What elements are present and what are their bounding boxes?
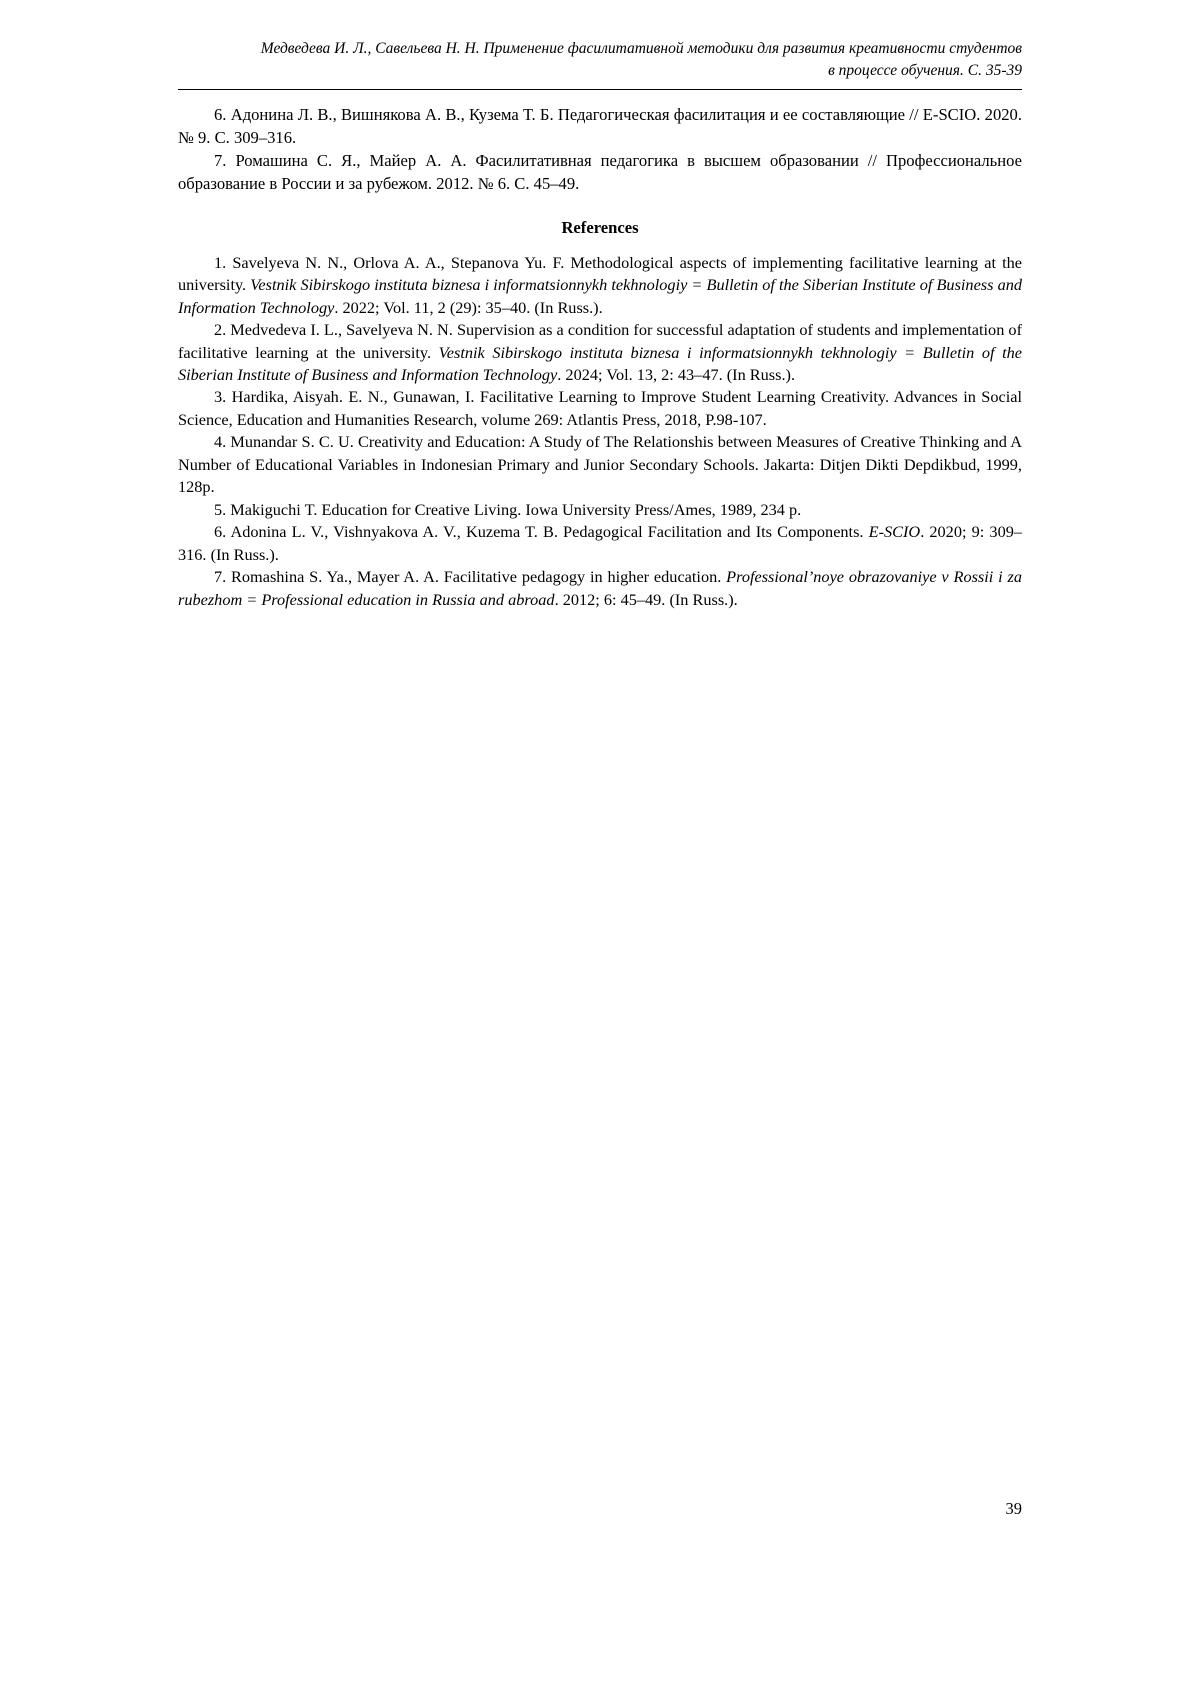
list-item: 2. Medvedeva I. L., Savelyeva N. N. Supervision as a condition for successful adaptation of students and implementation of facilitative learning at the university. Vestnik Sibirskogo instituta biznesa i informatsionnykh tekhnologiy = Bulletin of the Siberian Institute of Business and Information Technology. 2024; Vol. 13, 2: 43–47. (In Russ.). bbox=[178, 320, 1023, 384]
list-item: 4. Munandar S. C. U. Creativity and Education: A Study of The Relationshis between Measures of Creative Thinking and A Number of Educational Variables in Indonesian Primary and Junior Secondary Schools. Jakarta: Ditjen Dikti Depdikbud, 1999, 128p. bbox=[178, 432, 1022, 497]
section-title-references: References bbox=[561, 217, 639, 237]
running-head-line-1: Медведева И. Л., Савельева Н. Н. Применение фасилитативной методики для развития креативности студентов bbox=[260, 40, 1022, 57]
list-item: 5. Makiguchi T. Education for Creative Living. Iowa University Press/Ames, 1989, 234 p. bbox=[214, 499, 802, 519]
russian-reference-list bbox=[178, 104, 1022, 196]
page-number: 39 bbox=[1005, 1499, 1022, 1518]
list-item: 7. Ромашина С. Я., Майер А. А. Фасилитативная педагогика в высшем образовании // Профессиональное образование в России и за рубежом. 2012. № 6. С. 45–49. bbox=[178, 150, 1022, 193]
page-content bbox=[178, 38, 1022, 611]
list-item: 3. Hardika, Aisyah. E. N., Gunawan, I. Facilitative Learning to Improve Student Learning Creativity. Advances in Social Science, Education and Humanities Research, volume 269: Atlantis Press, 2018, P.98-107. bbox=[178, 387, 1022, 429]
running-head-line-2: в процессе обучения. С. 35-39 bbox=[828, 62, 1022, 79]
list-item: 6. Adonina L. V., Vishnyakova A. V., Kuzema T. B. Pedagogical Facilitation and Its Components. E-SCIO. 2020; 9: 309–316. (In Russ.). bbox=[178, 522, 1022, 564]
running-head bbox=[178, 38, 1022, 82]
header-divider bbox=[178, 89, 1022, 90]
list-item: 1. Savelyeva N. N., Orlova A. A., Stepanova Yu. F. Methodological aspects of implementing facilitative learning at the university. Vestnik Sibirskogo instituta biznesa i informatsionnykh tekhnologiy = Bulletin of the Siberian Institute of Business and Information Technology. 2022; Vol. 11, 2 (29): 35–40. (In Russ.). bbox=[178, 252, 1023, 317]
list-item: 6. Адонина Л. В., Вишнякова А. В., Кузема Т. Б. Педагогическая фасилитация и ее составляющие // E-SCIO. 2020. № 9. С. 309–316. bbox=[178, 105, 1022, 147]
english-reference-list bbox=[178, 252, 1022, 612]
list-item: 7. Romashina S. Ya., Mayer A. A. Facilitative pedagogy in higher education. Professional’noye obrazovaniye v Rossii i za rubezhom = Professional education in Russia and abroad. 2012; 6: 45–49. (In Russ.). bbox=[178, 567, 1023, 609]
